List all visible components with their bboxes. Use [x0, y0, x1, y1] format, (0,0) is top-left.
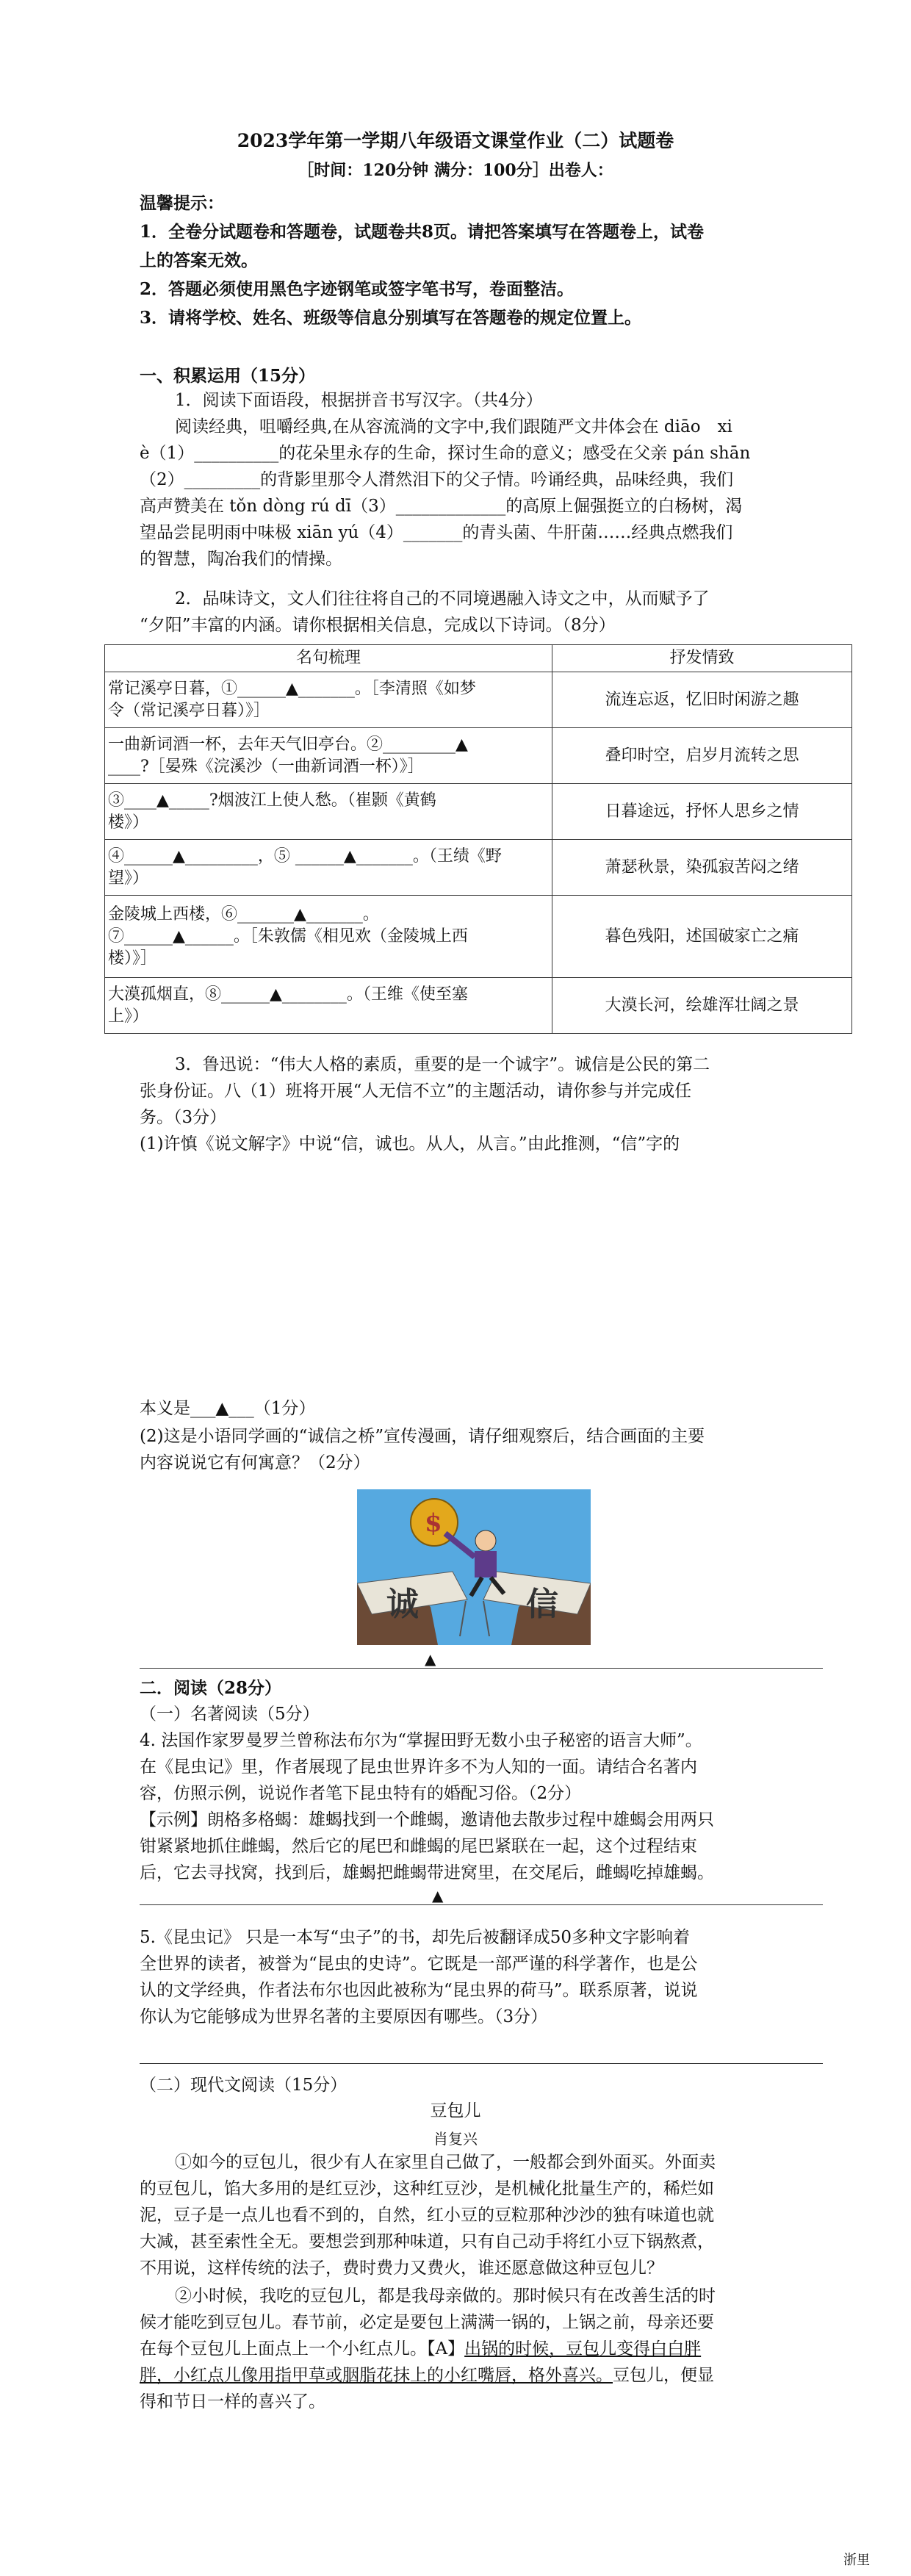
essay-p2-line: 得和节日一样的喜兴了。	[140, 2392, 325, 2411]
poem-line: 大漠孤烟直，⑧______▲________。（王维《使至塞	[108, 985, 468, 1004]
poem-line: ④______▲_________，⑤ ______▲_______。（王绩《野	[108, 846, 502, 866]
table-row	[105, 978, 852, 1034]
poem-line: 望》）	[108, 868, 149, 888]
poem-line: 楼）》］	[108, 949, 157, 968]
footer-mark: 浙里	[843, 2552, 870, 2568]
emotion-cell: 叠印时空，启岁月流转之思	[552, 728, 852, 784]
q4-line: 容，仿照示例，说说作者笔下昆虫特有的婚配习俗。（2分）	[140, 1784, 582, 1803]
table-header: 抒发情致	[552, 645, 852, 672]
poem-table	[104, 644, 852, 1034]
poem-cell	[105, 672, 552, 728]
divider	[140, 1668, 823, 1669]
essay-p1-line: 大减，甚至索性全无。要想尝到那种味道，只有自己动手将红小豆下锅熬煮，	[140, 2232, 714, 2251]
table-header-row	[105, 645, 852, 672]
q3-2-line: 内容说说它有何寓意？（2分）	[140, 1453, 370, 1472]
cartoon-right-char: 信	[526, 1586, 558, 1623]
essay-p2-line-b	[140, 2364, 714, 2387]
page-title: 2023学年第一学期八年级语文课堂作业（二）试题卷	[237, 130, 674, 151]
emotion-cell: 大漠长河，绘雄浑壮阔之景	[552, 978, 852, 1034]
emotion-cell: 流连忘返，忆旧时闲游之趣	[552, 672, 852, 728]
q1-stem: 1．阅读下面语段，根据拼音书写汉字。（共4分）	[175, 391, 543, 410]
table-row	[105, 840, 852, 896]
q3-line: 务。（3分）	[140, 1108, 227, 1127]
part1-heading: （一）名著阅读（5分）	[140, 1705, 320, 1724]
poem-line: 一曲新词酒一杯，去年天气旧亭台。②_________▲	[108, 735, 468, 754]
essay-title: 豆包儿	[430, 2101, 481, 2120]
essay-p1-line: 不用说，这样传统的法子，费时费力又费火，谁还愿意做这种豆包儿？	[140, 2259, 663, 2278]
answer-mark: ▲	[432, 1887, 444, 1904]
table-row	[105, 784, 852, 840]
q3-meaning: 本义是___▲___（1分）	[140, 1399, 316, 1418]
q5-line: 认的文学经典，作者法布尔也因此被称为“昆虫界的荷马”。联系原著，说说	[140, 1981, 698, 2000]
poem-cell	[105, 978, 552, 1034]
table-row	[105, 728, 852, 784]
poem-cell	[105, 840, 552, 896]
poem-line: 金陵城上西楼，⑥_______▲_______。	[108, 904, 379, 924]
underlined-sentence: 胖，小红点儿像用指甲草或胭脂花抹上的小红嘴唇，格外喜兴。	[140, 2366, 613, 2385]
q3-line: (1)许慎《说文解字》中说“信，诚也。从人，从言。”由此推测，“信”字的	[140, 1134, 680, 1154]
tip-line: 2．答题必须使用黑色字迹钢笔或签字笔书写，卷面整洁。	[140, 279, 575, 299]
poem-line: 令（常记溪亭日暮）》］	[108, 701, 270, 720]
tip-line: 1．全卷分试题卷和答题卷，试题卷共8页。请把答案填写在答题卷上，试卷	[140, 222, 705, 242]
q3-stem: 3．鲁迅说：“伟大人格的素质，重要的是一个诚字”。诚信是公民的第二	[175, 1055, 710, 1074]
essay-p2-line: ②小时候，我吃的豆包儿，都是我母亲做的。那时候只有在改善生活的时	[175, 2287, 716, 2306]
underlined-sentence: 出锅的时候，豆包儿变得白白胖	[464, 2339, 702, 2359]
essay-p1-line: ①如今的豆包儿，很少有人在家里自己做了，一般都会到外面买。外面卖	[175, 2153, 716, 2172]
poem-line: 常记溪亭日暮，①______▲_______。［李清照《如梦	[108, 679, 476, 698]
tips-heading: 温馨提示：	[140, 193, 224, 213]
part2-heading: （二）现代文阅读（15分）	[140, 2076, 348, 2095]
essay-p2-line-a	[140, 2338, 701, 2361]
essay-p2-line: 候才能吃到豆包儿。春节前，必定是要包上满满一锅的，上锅之前，母亲还要	[140, 2313, 714, 2332]
section1-heading: 一、积累运用（15分）	[140, 366, 316, 386]
q4-example: 后，它去寻找窝，找到后，雄蝎把雌蝎带进窝里，在交尾后，雌蝎吃掉雄蝎。	[140, 1863, 714, 1882]
integrity-bridge-cartoon	[357, 1489, 591, 1645]
q1-line: （2）_________的背影里那令人潸然泪下的父子情。吟诵经典，品味经典，我们	[140, 470, 734, 489]
essay-p1-line: 的豆包儿，馅大多用的是红豆沙，这种红豆沙，是机械化批量生产的，稀烂如	[140, 2179, 714, 2198]
q1-line: 高声赞美在 tǒn dòng rú dī（3）_____________的高原上倔强挺立的白杨树，渴	[140, 497, 743, 516]
section2-heading: 二．阅读（28分）	[140, 1678, 282, 1698]
exam-info: ［时间：120分钟 满分：100分］出卷人：	[298, 161, 613, 180]
emotion-cell: 萧瑟秋景，染孤寂苦闷之绪	[552, 840, 852, 896]
divider	[140, 1904, 823, 1905]
annotation-label-a: 【A】	[427, 2339, 465, 2359]
essay-p1-line: 泥，豆子是一点儿也看不到的，自然，红小豆的豆粒那种沙沙的独有味道也就	[140, 2206, 714, 2225]
table-header: 名句梳理	[105, 645, 552, 672]
q5-line: 你认为它能够成为世界名著的主要原因有哪些。（3分）	[140, 2007, 548, 2026]
q4-example: 钳紧紧地抓住雌蝎，然后它的尾巴和雌蝎的尾巴紧联在一起，这个过程结束	[140, 1837, 697, 1856]
poem-cell	[105, 896, 552, 978]
q1-line: 的智慧，陶冶我们的情操。	[140, 550, 342, 569]
q2-line: “夕阳”丰富的内涵。请你根据相关信息，完成以下诗词。（8分）	[140, 616, 616, 635]
poem-cell	[105, 728, 552, 784]
q5-line: 5.《昆虫记》 只是一本写“虫子”的书，却先后被翻译成50多种文字影响着	[140, 1928, 691, 1947]
q4-example: 【示例】朗格多格蝎：雄蝎找到一个雌蝎，邀请他去散步过程中雄蝎会用两只	[140, 1810, 714, 1830]
q5-line: 全世界的读者，被誉为“昆虫的史诗”。它既是一部严谨的科学著作，也是公	[140, 1954, 698, 1974]
q2-stem: 2．品味诗文，文人们往往将自己的不同境遇融入诗文之中，从而赋予了	[175, 589, 710, 608]
essay-author: 肖复兴	[433, 2130, 478, 2148]
poem-line: 楼》）	[108, 813, 149, 832]
q3-line: 张身份证。八（1）班将开展“人无信不立”的主题活动，请你参与并完成任	[140, 1082, 692, 1101]
tip-line: 上的答案无效。	[140, 251, 258, 270]
table-row	[105, 672, 852, 728]
emotion-cell: 暮色残阳，述国破家亡之痛	[552, 896, 852, 978]
essay-p2-text: 在每个豆包儿上面点上一个小红点儿。	[140, 2339, 427, 2359]
poem-line: 上》）	[108, 1007, 149, 1026]
q4-line: 4. 法国作家罗曼罗兰曾称法布尔为“掌握田野无数小虫子秘密的语言大师”。	[140, 1731, 702, 1750]
cartoon-left-char: 诚	[386, 1586, 419, 1623]
answer-mark: ▲	[425, 1650, 436, 1668]
poem-line: ⑦______▲______。［朱敦儒《相见欢（金陵城上西	[108, 927, 468, 946]
table-row	[105, 896, 852, 978]
q1-line: è（1）__________的花朵里永存的生命，探讨生命的意义；感受在父亲 pán shān	[140, 444, 751, 463]
tip-line: 3．请将学校、姓名、班级等信息分别填写在答题卷的规定位置上。	[140, 308, 642, 328]
q1-line: 望品尝昆明雨中味极 xiān yú（4）_______的青头菌、牛肝菌……经典点燃我们	[140, 523, 733, 542]
q4-line: 在《昆虫记》里，作者展现了昆虫世界许多不为人知的一面。请结合名著内	[140, 1757, 697, 1777]
money-bag-symbol: $	[425, 1508, 442, 1538]
divider	[140, 2063, 823, 2064]
poem-cell	[105, 784, 552, 840]
poem-line: ____?［晏殊《浣溪沙（一曲新词酒一杯）》］	[108, 757, 424, 776]
essay-p2-text: 豆包儿，便显	[613, 2366, 714, 2385]
q3-2-stem: (2)这是小语同学画的“诚信之桥”宣传漫画，请仔细观察后，结合画面的主要	[140, 1427, 705, 1446]
q1-line: 阅读经典，咀嚼经典,在从容流淌的文字中,我们跟随严文井体会在 diāo xi	[175, 417, 732, 436]
poem-line: ③____▲_____?烟波江上使人愁。（崔颢《黄鹤	[108, 791, 436, 810]
emotion-cell: 日暮途远，抒怀人思乡之情	[552, 784, 852, 840]
